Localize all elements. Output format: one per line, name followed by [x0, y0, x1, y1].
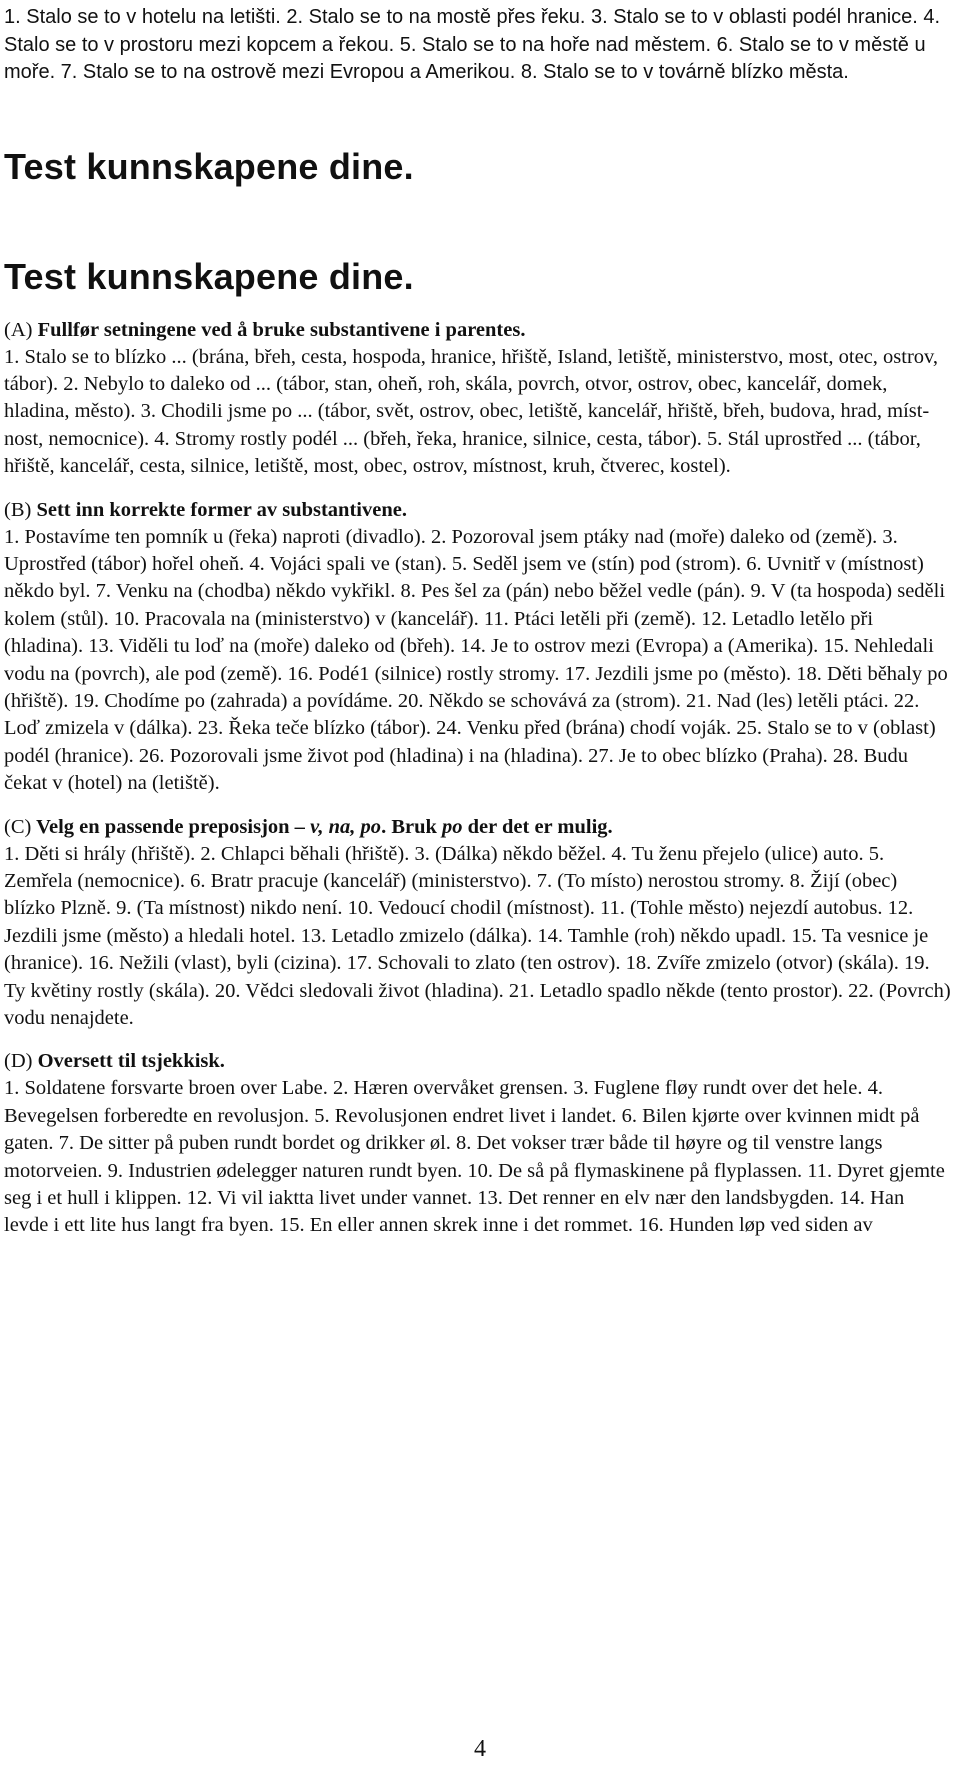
exercise-c-title-prepositions: v, na, po — [310, 815, 382, 838]
exercise-b-label: (B) — [4, 498, 32, 521]
exercise-c-title-po: po — [442, 815, 463, 838]
exercise-a-title: Fullfør setningene ved å bruke substantivene i parentes. — [37, 318, 526, 341]
exercise-c-title-mid: . Bruk — [381, 815, 443, 838]
exercise-b-heading — [4, 497, 952, 524]
page-number: 4 — [474, 1736, 486, 1762]
exercise-b-body: 1. Postavíme ten pomník u (řeka) naproti (divadlo). 2. Pozoroval jsem ptáky nad (moře) daleko od (země). 3. Uprostřed (tábor) hořel oheň. 4. Vojáci spali ve (stan). 5. Seděl jsem ve (stín) pod (strom). 6. Uvnitř v (místnost) někdo byl. 7. Venku na (chodba) někdo vykřikl. 8. Pes šel za (pán) nebo běžel vedle (pán). 9. V (ta hospoda) seděli kolem (stůl). 10. Pracovala na (ministerstvo) v (kancelář). 11. Ptáci letěli při (země). 12. Letadlo letělo při (hladina). 13. Viděli tu loď na (moře) daleko od (břeh). 14. Je to ostrov mezi (Evropa) a (Amerika). 15. Nehledali vodu na (povrch), ale pod (země). 16. Podé1 (silnice) rostly stromy. 17. Jezdili jsme po (město). 18. Děti běhaly po (hřiště). 19. Chodíme po (zahrada) a povídáme. 20. Někdo se schovává za (strom). 21. Nad (les) letěli ptáci. 22. Loď zmizela v (dálka). 23. Řeka teče blízko (tábor). 24. Venku před (brána) chodí voják. 25. Stalo se to v (oblast) podél (hranice). 26. Pozorovali jsme život pod (hladina) i na (hladina). 27. Je to obec blízko (Praha). 28. Budu čekat v (hotel) na (letiště). — [4, 525, 948, 795]
intro-paragraph — [4, 0, 952, 87]
exercise-section-b — [4, 497, 952, 798]
exercise-section-a — [4, 317, 952, 481]
exercise-c-body: 1. Děti si hrály (hřiště). 2. Chlapci běhali (hřiště). 3. (Dálka) někdo běžel. 4. Tu ženu přejelo (ulice) auto. 5. Zemřela (nemocnice). 6. Bratr pracuje (kancelář) (ministerstvo). 7. (To místo) nerostou stromy. 8. Žijí (obec) blízko Plzně. 9. (Ta místnost) nikdo není. 10. Vedoucí chodil (místnost). 11. (Tohle město) nejezdí autobus. 12. Jezdili jsme (město) a hledali hotel. 13. Letadlo zmizelo (dálka). 14. Tamhle (roh) někdo upadl. 15. Ta vesnice je (hranice). 16. Nežili (vlast), byli (cizina). 17. Schovali to zlato (ten ostrov). 18. Zvíře zmizelo (otvor) (skála). 19. Ty květiny rostly (skála). 20. Vědci sledovali život (hladina). 21. Letadlo spadlo někde (tento prostor). 22. (Povrch) vodu nenajdete. — [4, 842, 951, 1030]
document-page — [4, 0, 952, 1240]
exercise-a-label: (A) — [4, 318, 33, 341]
exercise-c-heading — [4, 814, 952, 841]
page-heading: Test kunnskapene dine. — [4, 145, 414, 187]
exercise-a-heading — [4, 317, 952, 344]
exercise-section-d — [4, 1048, 952, 1239]
exercise-a-body: 1. Stalo se to blízko ... (brána, břeh, cesta, hospoda, hranice, hřiště, Island, letiště, ministerstvo, most, otec, ostrov, tábor). 2. Nebylo to daleko od ... (tábor, stan, oheň, roh, skála, povrch, otvor, ostrov, obec, kancelář, domek, hladina, město). 3. Chodili jsme po ... (tábor, svět, ostrov, obec, letiště, kancelář, hřiště, břeh, budova, hrad, míst-nost, nemocnice). 4. Stromy rostly podél ... (břeh, řeka, hranice, silnice, cesta, tábor). 5. Stál uprostřed ... (tábor, hřiště, kancelář, cesta, silnice, letiště, most, obec, ostrov, místnost, kruh, čtverec, kostel). — [4, 345, 939, 478]
exercise-c-label: (C) — [4, 815, 32, 838]
page-heading-repeat: Test kunnskapene dine. — [4, 255, 414, 297]
exercise-d-title: Oversett til tsjekkisk. — [37, 1050, 225, 1073]
exercise-section-c — [4, 814, 952, 1033]
exercise-c-title-post: der det er mulig. — [462, 815, 613, 838]
exercise-d-label: (D) — [4, 1050, 33, 1073]
exercise-d-heading — [4, 1048, 952, 1075]
intro-text: 1. Stalo se to v hotelu na letišti. 2. Stalo se to na mostě přes řeku. 3. Stalo se to v oblasti podél hranice. 4. Stalo se to v prostoru mezi kopcem a řekou. 5. Stalo se to na hoře nad městem. 6. Stalo se to v městě u moře. 7. Stalo se to na ostrově mezi Evropou a Amerikou. 8. Stalo se to v továrně blízko města. — [4, 6, 941, 83]
exercise-b-title: Sett inn korrekte former av substantivene. — [36, 498, 407, 521]
exercise-c-title-pre: Velg en passende preposisjon – — [36, 815, 311, 838]
exercise-d-body: 1. Soldatene forsvarte broen over Labe. 2. Hæren overvåket grensen. 3. Fuglene fløy rundt over det hele. 4. Bevegelsen forberedte en revolusjon. 5. Revolusjonen endret livet i landet. 6. Bilen kjørte over kvinnen midt på gaten. 7. De sitter på puben rundt bordet og drikker øl. 8. Det vokser trær både til høyre og til venstre langs motorveien. 9. Industrien ødelegger naturen rundt byen. 10. De så på flymaskinene på flyplassen. 11. Dyret gjemte seg i et hull i klippen. 12. Vi vil iaktta livet under vannet. 13. Det renner en elv nær den landsbygden. 14. Han levde i ett lite hus langt fra byen. 15. En eller annen skrek inne i det rommet. 16. Hunden løp ved siden av — [4, 1077, 945, 1237]
